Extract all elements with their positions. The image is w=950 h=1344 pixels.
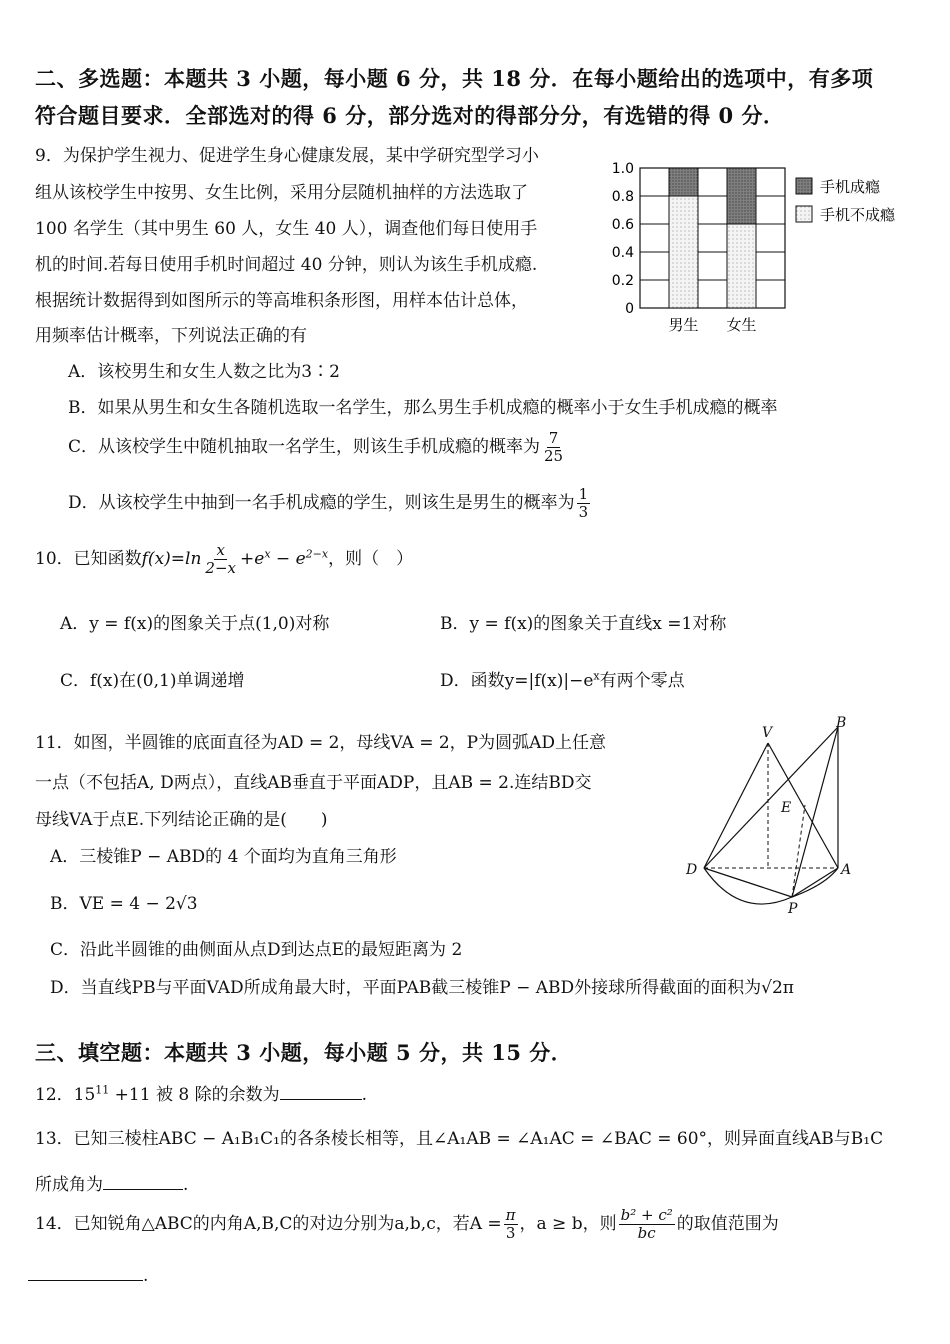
label-D: D [686, 862, 698, 878]
bar-not-addicted-0 [669, 196, 698, 308]
label-A: A [841, 862, 852, 878]
edge-VD [704, 743, 768, 868]
q14-r-fraction [619, 1207, 675, 1242]
q12-pre: 12．15 [35, 1085, 96, 1105]
q11-half-cone-figure [680, 715, 865, 925]
chart-y-ticks [612, 161, 634, 317]
q14 [35, 1207, 779, 1242]
q14-r-num: b² + c² [620, 1206, 673, 1224]
section2-title-line2: 符合题目要求．全部选对的得 6 分，部分选对的得部分分，有选错的得 0 分． [35, 103, 785, 128]
label-E: E [781, 800, 792, 816]
q9-line-1: 9．为保护学生视力、促进学生身心健康发展，某中学研究型学习小 [35, 146, 539, 166]
q14-answer-blank[interactable] [28, 1264, 143, 1281]
q10-stem-pre: 10．已知函数 [35, 549, 142, 569]
q13-line2-text: 所成角为 [35, 1175, 103, 1195]
y-tick-label: 0.6 [611, 217, 634, 233]
q13-line-2 [35, 1170, 188, 1195]
q10-option-a: A．y = f(x)的图象关于点(1,0)对称 [60, 614, 330, 634]
q11-option-c: C．沿此半圆锥的曲侧面从点D到达点E的最短距离为 2 [50, 940, 463, 960]
q14-end: . [143, 1266, 149, 1286]
label-B: B [836, 715, 847, 731]
q10-frac-den: 2−x [205, 559, 236, 577]
q9-option-d [68, 486, 592, 521]
legend-swatch [796, 178, 812, 194]
bar-addicted-0 [669, 168, 698, 196]
q9-option-c-fraction [542, 430, 565, 465]
section2-title-line1: 二、多选题：本题共 3 小题，每小题 6 分，共 18 分．在每小题给出的选项中，有多项 [35, 66, 874, 91]
q10-exp1: x [264, 547, 271, 561]
dashed-PE [792, 805, 805, 897]
y-tick-label: 0.2 [611, 273, 634, 289]
q10-frac-num: x [216, 541, 225, 559]
q13-end: . [183, 1175, 189, 1195]
bar-not-addicted-1 [727, 224, 756, 308]
y-tick-label: 1.0 [611, 161, 634, 177]
section3-title: 三、填空题：本题共 3 小题，每小题 5 分，共 15 分． [35, 1040, 573, 1065]
edge-BP [792, 727, 838, 897]
q11-line-2: 一点（不包括A, D两点），直线AB垂直于平面ADP，且AB = 2.连结BD交 [35, 773, 592, 793]
y-tick-label: 0 [625, 301, 634, 317]
q12-post: +11 被 8 除的余数为 [109, 1085, 280, 1105]
q9-option-b: B．如果从男生和女生各随机选取一名学生，那么男生手机成瘾的概率小于女生手机成瘾的概率 [68, 398, 778, 418]
q10-option-d-exp: x [593, 669, 600, 683]
q14-mid: ，a ≥ b，则 [519, 1214, 617, 1234]
q14-answer-line [28, 1264, 148, 1286]
chart-bars [669, 168, 756, 308]
q13-answer-blank[interactable] [103, 1173, 183, 1190]
q10-fraction [203, 542, 238, 577]
q14-r-den: bc [637, 1224, 656, 1242]
y-tick-label: 0.8 [611, 189, 634, 205]
chart-grid [640, 168, 785, 308]
edge-VA [768, 743, 838, 868]
q11-option-d: D．当直线PB与平面VAD所成角最大时，平面PAB截三棱锥P − ABD外接球所得截面的面积为√2π [50, 978, 794, 998]
legend-label: 手机成瘾 [820, 178, 881, 196]
q12 [35, 1080, 367, 1105]
chart-x-labels [668, 316, 756, 334]
q9-option-c [68, 430, 567, 465]
q14-a-den: 3 [505, 1224, 516, 1242]
plot-frame [640, 168, 785, 308]
q11-line-1: 11．如图，半圆锥的底面直径为AD = 2，母线VA = 2，P为圆弧AD上任意 [35, 733, 607, 753]
q10-option-b: B．y = f(x)的图象关于直线x =1对称 [440, 614, 727, 634]
q9-option-d-fraction [577, 486, 591, 521]
q9-option-d-text: D．从该校学生中抽到一名手机成瘾的学生，则该生是男生的概率为 [68, 493, 575, 513]
q9-c-num: 7 [548, 429, 559, 447]
q10-option-d-text: D．函数y=|f(x)|−e [440, 671, 594, 691]
q10-option-d [440, 666, 685, 691]
q9-line-4: 机的时间.若每日使用手机时间超过 40 分钟，则认为该生手机成瘾. [35, 255, 538, 275]
q11-option-b: B．VE = 4 − 2√3 [50, 894, 198, 914]
q10-func-lhs: f(x)=ln [141, 549, 202, 569]
q9-line-3: 100 名学生（其中男生 60 人，女生 40 人），调查他们每日使用手 [35, 219, 538, 239]
legend-label: 手机不成瘾 [820, 206, 896, 224]
q9-stacked-bar-chart [600, 150, 930, 340]
q13-line-1: 13．已知三棱柱ABC − A₁B₁C₁的各条棱长相等，且∠A₁AB = ∠A₁AC = ∠BAC = 60°，则异面直线AB与B₁C [35, 1129, 884, 1149]
q10-func-rhs: +e [240, 549, 265, 569]
q10-stem-post: ，则（ ） [328, 549, 414, 569]
legend-swatch [796, 206, 812, 222]
q11-option-a: A．三棱锥P − ABD的 4 个面均为直角三角形 [50, 847, 397, 867]
q14-a-num: π [505, 1206, 516, 1224]
q9-d-den: 3 [578, 503, 589, 521]
q9-d-num: 1 [578, 485, 589, 503]
q14-pre: 14．已知锐角△ABC的内角A,B,C的对边分别为a,b,c，若A = [35, 1214, 502, 1234]
bar-addicted-1 [727, 168, 756, 224]
label-V: V [762, 725, 773, 741]
q10-stem [35, 542, 413, 577]
q14-post: 的取值范围为 [676, 1214, 779, 1234]
q9-option-c-text: C．从该校学生中随机抽取一名学生，则该生手机成瘾的概率为 [68, 437, 541, 457]
q9-line-2: 组从该校学生中按男、女生比例，采用分层随机抽样的方法选取了 [35, 183, 528, 203]
base-arc [704, 868, 838, 904]
q9-line-5: 根据统计数据得到如图所示的等高堆积条形图，用样本估计总体， [35, 291, 528, 311]
x-category-label: 女生 [726, 316, 757, 334]
label-P: P [788, 901, 798, 917]
q9-line-6: 用频率估计概率，下列说法正确的有 [35, 326, 307, 346]
q9-c-den: 25 [544, 447, 564, 465]
y-tick-label: 0.4 [611, 245, 634, 261]
x-category-label: 男生 [668, 316, 699, 334]
q10-exp2: 2−x [305, 547, 329, 561]
q10-option-d-post: 有两个零点 [599, 671, 685, 691]
q10-minus: − e [270, 549, 306, 569]
chart-legend [796, 178, 896, 224]
edge-DP [704, 868, 792, 897]
q9-option-a: A．该校男生和女生人数之比为3∶2 [68, 362, 340, 382]
q11-line-3: 母线VA于点E.下列结论正确的是( ) [35, 810, 328, 830]
q12-exp: 11 [95, 1083, 110, 1097]
q12-end: . [361, 1085, 367, 1105]
q10-option-c: C．f(x)在(0,1)单调递增 [60, 671, 245, 691]
q14-a-fraction [504, 1207, 518, 1242]
q12-answer-blank[interactable] [280, 1083, 362, 1100]
